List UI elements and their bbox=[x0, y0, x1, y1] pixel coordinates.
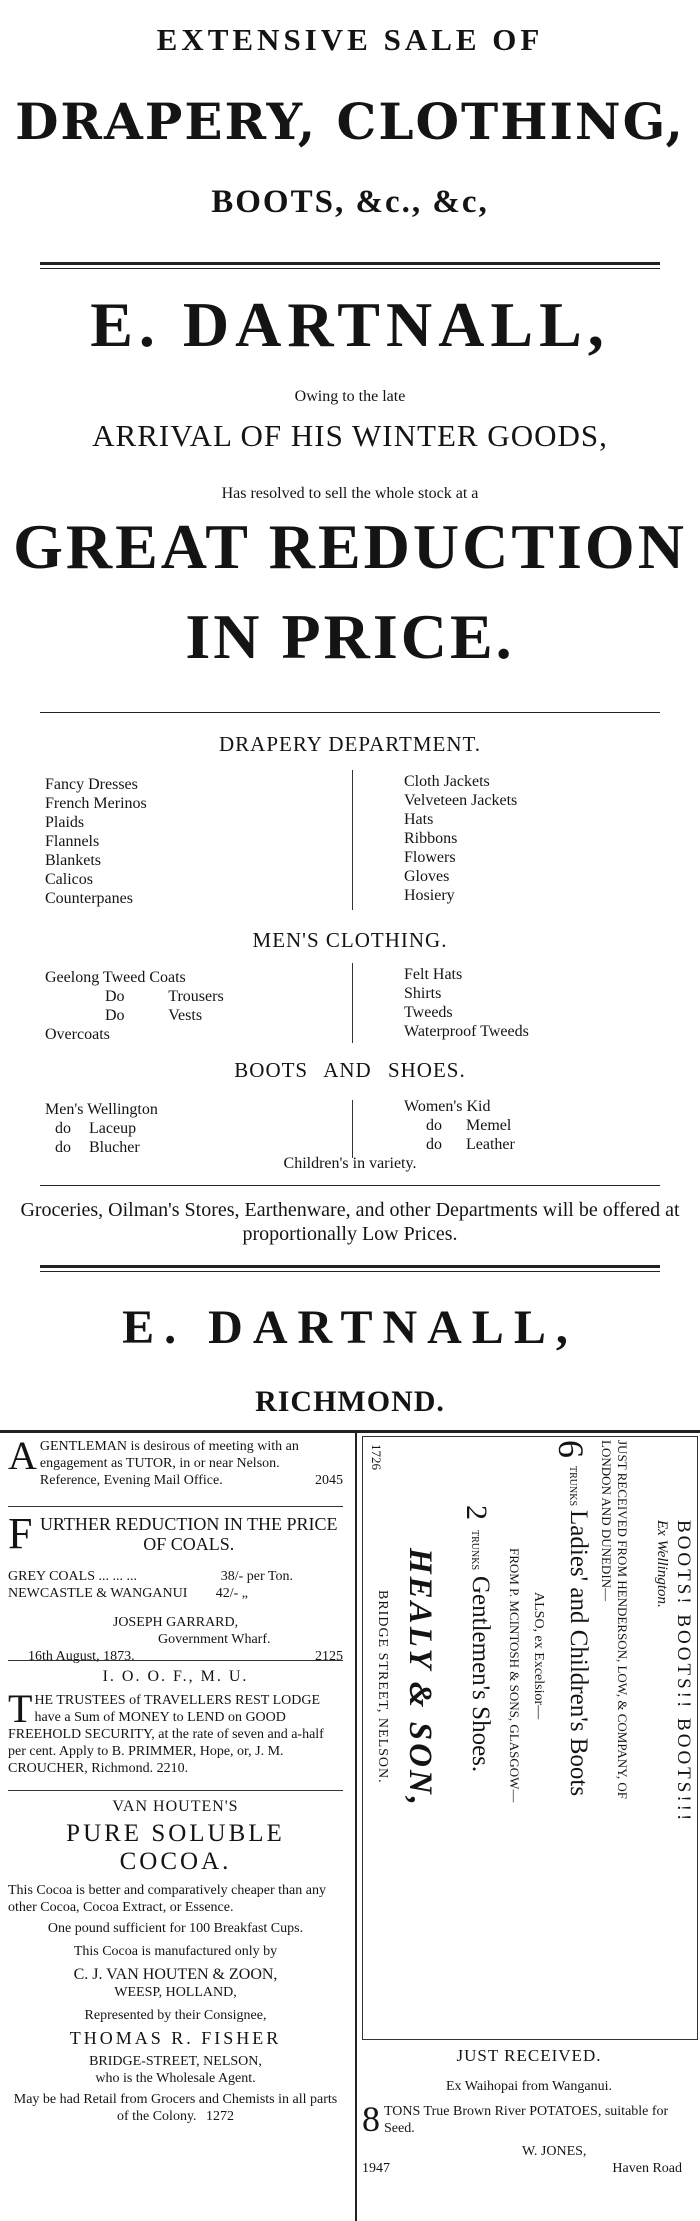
list-item: do Leather bbox=[426, 1136, 515, 1153]
list-item: do Blucher bbox=[55, 1139, 140, 1156]
footer-name: E. DARTNALL, bbox=[122, 1301, 578, 1354]
gentleman-ad bbox=[8, 1433, 343, 1489]
potatoes-text: TONS True Brown River POTATOES, suitable for Seed. bbox=[384, 2104, 669, 2136]
ioof-title: I. O. O. F., M. U. bbox=[102, 1668, 249, 1685]
owing-text: Owing to the late bbox=[294, 388, 406, 405]
divider bbox=[40, 1265, 660, 1268]
coals-place: Government Wharf. bbox=[158, 1632, 271, 1647]
column-divider bbox=[352, 963, 353, 1043]
boots-ad-col9: BRIDGE STREET, NELSON. bbox=[375, 1590, 390, 1784]
ad-number: 1272 bbox=[206, 2109, 235, 2124]
coals-date: 16th August, 1873. bbox=[28, 1649, 135, 1664]
potatoes-title: JUST RECEIVED. bbox=[456, 2046, 602, 2065]
boots-ad-col7-num: 2 bbox=[460, 1505, 493, 1520]
column-divider bbox=[352, 770, 353, 910]
boots-ad-col5: ALSO, ex Excelsior— bbox=[531, 1592, 546, 1720]
list-item: Counterpanes bbox=[45, 890, 133, 907]
footer-place: RICHMOND. bbox=[255, 1385, 445, 1418]
headline-line2: DRAPERY, CLOTHING, bbox=[15, 92, 685, 151]
column-divider bbox=[352, 1100, 353, 1158]
list-item: Blankets bbox=[45, 852, 101, 869]
boots-ad-col6: FROM P. MCINTOSH & SONS, GLASGOW— bbox=[507, 1548, 522, 1803]
boots-ad-col1: BOOTS! BOOTS!! BOOTS!!! bbox=[673, 1520, 694, 1824]
cocoa-rep: Represented by their Consignee, bbox=[84, 2008, 267, 2023]
cocoa-consignee: THOMAS R. FISHER bbox=[69, 2028, 282, 2048]
list-item: Hats bbox=[404, 811, 434, 828]
list-item: Waterproof Tweeds bbox=[404, 1023, 529, 1040]
potatoes-ex: Ex Waihopai from Wanganui. bbox=[446, 2079, 612, 2094]
cocoa-text: This Cocoa is manufactured only by bbox=[73, 1944, 278, 1959]
list-item: Women's Kid bbox=[404, 1098, 491, 1115]
merchant-name: E. DARTNALL, bbox=[90, 289, 610, 360]
coals-row-price: 42/- „ bbox=[215, 1586, 248, 1601]
cocoa-headline: PURE SOLUBLE COCOA. bbox=[66, 1820, 285, 1875]
cocoa-title: VAN HOUTEN'S bbox=[112, 1798, 239, 1815]
cocoa-agent: who is the Wholesale Agent. bbox=[95, 2071, 256, 2086]
coals-row-label: NEWCASTLE & WANGANUI bbox=[8, 1586, 188, 1601]
coals-row-label: GREY COALS ... ... ... bbox=[8, 1569, 137, 1584]
boots-ad-col8: HEALY & SON, bbox=[402, 1548, 438, 1808]
list-item: Ribbons bbox=[404, 830, 458, 847]
cocoa-text: This Cocoa is better and comparatively cheaper than any other Cocoa, Cocoa Extract, or Essence. bbox=[8, 1883, 326, 1915]
drop-initial: 8 bbox=[362, 2099, 380, 2139]
drop-initial: A bbox=[8, 1433, 37, 1478]
divider bbox=[40, 1185, 660, 1186]
divider bbox=[0, 1430, 700, 1433]
list-item: Flannels bbox=[45, 833, 100, 850]
list-item: Flowers bbox=[404, 849, 456, 866]
mens-left-list bbox=[45, 968, 224, 1044]
ad-number: 2210. bbox=[156, 1761, 189, 1776]
gentleman-text: GENTLEMAN is desirous of meeting with an engagement as TUTOR, in or near Nelson. Reference, Evening Mail Office. bbox=[39, 1439, 299, 1488]
drapery-left-list bbox=[45, 775, 147, 908]
ad-number: 1726 bbox=[369, 1444, 384, 1470]
list-item: Tweeds bbox=[404, 1004, 453, 1021]
boots-ad-col4-num: 6 bbox=[551, 1440, 591, 1458]
list-item: Fancy Dresses bbox=[45, 776, 138, 793]
list-item: Velveteen Jackets bbox=[404, 792, 518, 809]
divider bbox=[8, 1506, 343, 1507]
boots-ad-col4: Ladies' and Children's Boots bbox=[565, 1510, 592, 1797]
list-item: Overcoats bbox=[45, 1026, 110, 1043]
cocoa-text: One pound sufficient for 100 Breakfast Cups. bbox=[47, 1921, 304, 1936]
divider bbox=[40, 712, 660, 713]
cocoa-maker-place: WEESP, HOLLAND, bbox=[114, 1985, 237, 2000]
list-item: do Memel bbox=[426, 1117, 512, 1134]
boots-ad-col7: Gentlemen's Shoes. bbox=[467, 1576, 494, 1773]
list-item: Cloth Jackets bbox=[404, 773, 490, 790]
coals-row-price: 38/- per Ton. bbox=[220, 1569, 293, 1584]
children-note: Children's in variety. bbox=[283, 1155, 417, 1172]
list-item: Plaids bbox=[45, 814, 85, 831]
boots-ad-col2: Ex Wellington. bbox=[654, 1520, 670, 1608]
boots-ad-col7-trunks: TRUNKS bbox=[469, 1530, 480, 1571]
resolved-text: Has resolved to sell the whole stock at a bbox=[221, 485, 479, 502]
boots-title: BOOTS AND SHOES. bbox=[234, 1058, 466, 1082]
ioof-ad bbox=[8, 1668, 343, 1777]
cocoa-retail: May be had Retail from Grocers and Chemists in all parts of the Colony. bbox=[13, 2092, 338, 2124]
mens-right-list bbox=[404, 965, 529, 1041]
list-item: French Merinos bbox=[45, 795, 147, 812]
list-item: Geelong Tweed Coats bbox=[45, 969, 186, 986]
list-item: Do Trousers bbox=[105, 988, 224, 1005]
boots-left-list bbox=[45, 1100, 158, 1157]
list-item: Men's Wellington bbox=[45, 1101, 158, 1118]
ad-number: 1947 bbox=[362, 2161, 390, 2176]
boots-ad-col4-trunks: TRUNKS bbox=[567, 1466, 578, 1507]
cocoa-street: BRIDGE-STREET, NELSON, bbox=[89, 2054, 262, 2069]
divider bbox=[40, 1271, 660, 1272]
boots-ad-col3: JUST RECEIVED FROM HENDERSON, LOW, & COMPANY, OF LONDON AND DUNEDIN— bbox=[599, 1440, 630, 1800]
divider bbox=[40, 268, 660, 269]
in-price: IN PRICE. bbox=[185, 601, 515, 672]
list-item: Felt Hats bbox=[404, 966, 463, 983]
cocoa-ad bbox=[8, 1798, 343, 2125]
drop-initial: F bbox=[8, 1509, 33, 1558]
list-item: Shirts bbox=[404, 985, 442, 1002]
divider bbox=[8, 1790, 343, 1791]
headline-line1: EXTENSIVE SALE OF bbox=[156, 22, 544, 57]
list-item: Hosiery bbox=[404, 887, 455, 904]
ad-number: 2125 bbox=[315, 1649, 343, 1664]
drapery-title: DRAPERY DEPARTMENT. bbox=[219, 732, 481, 756]
arrival-text: ARRIVAL OF HIS WINTER GOODS, bbox=[92, 418, 608, 453]
list-item: do Laceup bbox=[55, 1120, 137, 1137]
potatoes-ad bbox=[362, 2046, 696, 2177]
groceries-note: Groceries, Oilman's Stores, Earthenware, and other Departments will be offered at proportionally Low Prices. bbox=[20, 1199, 680, 1245]
headline-line3: BOOTS, &c., &c, bbox=[211, 184, 489, 220]
potatoes-name: W. JONES, bbox=[522, 2144, 587, 2159]
ad-number: 2045 bbox=[315, 1473, 343, 1488]
cocoa-maker: C. J. VAN HOUTEN & ZOON, bbox=[73, 1966, 278, 1983]
coals-name: JOSEPH GARRARD, bbox=[112, 1615, 239, 1630]
coals-ad bbox=[8, 1509, 343, 1665]
list-item: Do Vests bbox=[105, 1007, 203, 1024]
ioof-text: HE TRUSTEES of TRAVELLERS REST LODGE have a Sum of MONEY to LEND on GOOD FREEHOLD SECURITY, at the rate of seven and a-half per cent. Apply to B. PRIMMER, Hope, or, J. M. CROUCHER, Richmond. bbox=[8, 1693, 324, 1776]
great-reduction: GREAT REDUCTION bbox=[13, 511, 687, 582]
column-divider bbox=[355, 1433, 357, 2221]
potatoes-place: Haven Road bbox=[612, 2161, 682, 2176]
coals-title: URTHER REDUCTION IN THE PRICE OF COALS. bbox=[39, 1514, 338, 1554]
drapery-right-list bbox=[404, 772, 517, 905]
list-item: Gloves bbox=[404, 868, 450, 885]
divider bbox=[8, 1660, 343, 1661]
divider bbox=[40, 262, 660, 265]
list-item: Calicos bbox=[45, 871, 93, 888]
boots-right-list bbox=[404, 1097, 515, 1154]
mens-title: MEN'S CLOTHING. bbox=[252, 928, 448, 952]
drop-initial: T bbox=[8, 1686, 33, 1731]
